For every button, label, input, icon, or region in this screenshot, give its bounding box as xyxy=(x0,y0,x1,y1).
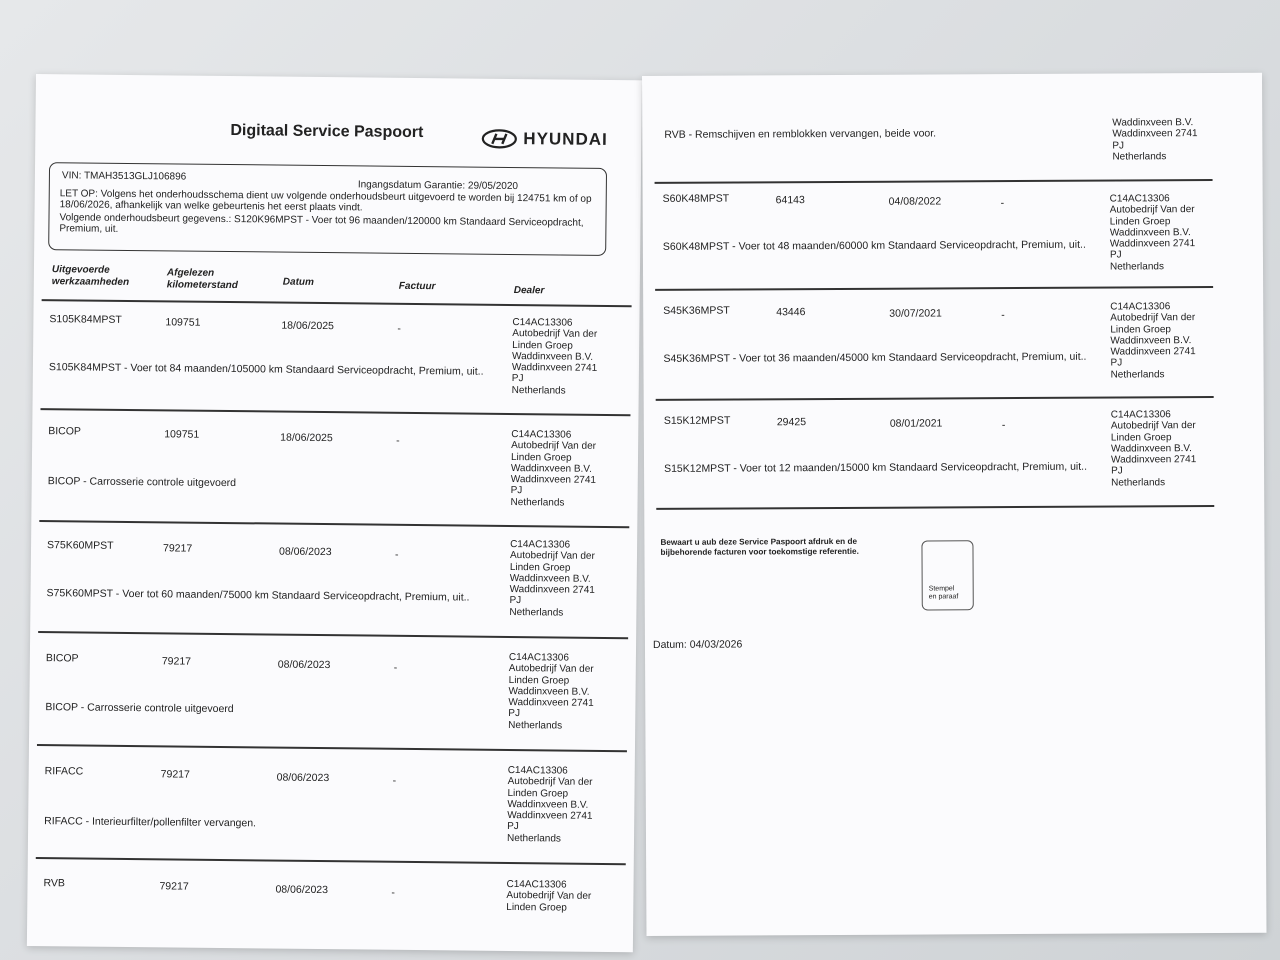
row-5-invoice: - xyxy=(392,774,397,787)
row-3-dealer: C14AC13306 Autobedrijf Van der Linden Groep Waddinxveen B.V. Waddinxveen 2741 PJ Netherlands xyxy=(509,538,595,619)
keep-document-note: Bewaart u aub deze Service Paspoort afdruk en de bijbehorende facturen voor toekomstige referentie. xyxy=(660,536,859,557)
row-3-invoice: - xyxy=(394,548,399,561)
row-7-km: 64143 xyxy=(775,194,805,207)
row-divider xyxy=(656,505,1214,510)
row-divider xyxy=(38,631,628,639)
row-6-km: 79217 xyxy=(159,880,189,893)
document-title: Digitaal Service Paspoort xyxy=(230,122,424,142)
row-5-description: RIFACC - Interieurfilter/pollenfilter vervangen. xyxy=(44,815,257,830)
header-invoice: Factuur xyxy=(398,280,436,293)
row-6-invoice: - xyxy=(391,886,396,899)
row-divider xyxy=(36,857,626,865)
warranty-date: Ingangsdatum Garantie: 29/05/2020 xyxy=(357,179,519,193)
row-7-invoice: - xyxy=(1000,197,1005,210)
row-4-description: BICOP - Carrosserie controle uitgevoerd xyxy=(45,701,234,716)
maintenance-notice: LET OP: Volgens het onderhoudsschema dient uw volgende onderhoudsbeurt uitgevoerd te worden bij 124751 km of op 18/06/2026, afhankelijk van welke gebeurtenis het eerst plaats vindt. xyxy=(59,188,592,214)
service-passport-page-2 xyxy=(642,73,1266,936)
stamp-box xyxy=(921,540,973,610)
row-1-km: 109751 xyxy=(165,316,201,329)
row-1-date: 18/06/2025 xyxy=(281,319,335,333)
row-2-code: BICOP xyxy=(48,425,82,438)
row-8-km: 43446 xyxy=(776,306,806,319)
vehicle-info-box xyxy=(48,162,607,256)
row-7-date: 04/08/2022 xyxy=(888,195,942,208)
stamp-label: Stempel en paraaf xyxy=(928,585,959,601)
row-2-dealer: C14AC13306 Autobedrijf Van der Linden Groep Waddinxveen B.V. Waddinxveen 2741 PJ Netherlands xyxy=(510,428,597,509)
row-5-code: RIFACC xyxy=(44,765,84,778)
row-4-code: BICOP xyxy=(45,652,79,665)
row-9-code: S15K12MPST xyxy=(663,414,731,427)
row-2-date: 18/06/2025 xyxy=(280,431,333,445)
row-9-dealer: C14AC13306 Autobedrijf Van der Linden Groep Waddinxveen B.V. Waddinxveen 2741 PJ Netherlands xyxy=(1110,409,1197,489)
row-6-dealer: C14AC13306 Autobedrijf Van der Linden Groep xyxy=(506,878,592,914)
row-8-date: 30/07/2021 xyxy=(889,307,942,320)
row-6-code: RVB xyxy=(43,877,65,890)
row-3-code: S75K60MPST xyxy=(47,539,114,552)
next-service-info: Volgende onderhoudsbeurt gegevens.: S120K96MPST - Voer tot 96 maanden/120000 km Standaard Serviceopdracht, Premium, uit. xyxy=(59,212,584,235)
row-9-description: S15K12MPST - Voer tot 12 maanden/15000 km Standaard Serviceopdracht, Premium, uit.. xyxy=(664,460,1088,475)
row-divider xyxy=(655,179,1213,184)
row-4-date: 08/06/2023 xyxy=(277,658,331,672)
row-1-invoice: - xyxy=(397,322,401,335)
print-date: Datum: 04/03/2026 xyxy=(652,638,743,651)
row-1-dealer: C14AC13306 Autobedrijf Van der Linden Groep Waddinxveen B.V. Waddinxveen 2741 PJ Netherlands xyxy=(511,317,598,397)
row-1-description: S105K84MPST - Voer tot 84 maanden/105000 km Standaard Serviceopdracht, Premium, uit.. xyxy=(48,361,484,378)
row-divider xyxy=(37,744,627,752)
row-3-description: S75K60MPST - Voer tot 60 maanden/75000 km Standaard Serviceopdracht, Premium, uit.. xyxy=(46,587,470,604)
row-4-km: 79217 xyxy=(161,655,192,668)
continued-dealer: Waddinxveen B.V. Waddinxveen 2741 PJ Netherlands xyxy=(1112,117,1198,163)
row-4-invoice: - xyxy=(393,661,398,674)
row-6-date: 08/06/2023 xyxy=(275,883,329,897)
row-4-dealer: C14AC13306 Autobedrijf Van der Linden Groep Waddinxveen B.V. Waddinxveen 2741 PJ Netherlands xyxy=(508,651,594,732)
row-8-dealer: C14AC13306 Autobedrijf Van der Linden Groep Waddinxveen B.V. Waddinxveen 2741 PJ Netherlands xyxy=(1110,301,1196,381)
row-8-invoice: - xyxy=(1001,309,1005,322)
row-9-date: 08/01/2021 xyxy=(889,417,943,430)
row-divider xyxy=(655,286,1213,291)
service-passport-page-1 xyxy=(27,74,642,952)
header-work: Uitgevoerde werkzaamheden xyxy=(51,264,130,288)
hyundai-logo xyxy=(481,129,608,150)
header-dealer: Dealer xyxy=(513,285,545,297)
row-7-code: S60K48MPST xyxy=(662,192,730,205)
row-divider xyxy=(39,520,629,528)
header-date: Datum xyxy=(282,276,315,288)
row-divider xyxy=(656,396,1214,401)
row-8-code: S45K36MPST xyxy=(663,304,730,317)
row-8-description: S45K36MPST - Voer tot 36 maanden/45000 km Standaard Serviceopdracht, Premium, uit.. xyxy=(663,350,1087,365)
header-km: Afgelezen kilometerstand xyxy=(166,267,238,291)
row-9-km: 29425 xyxy=(776,416,807,429)
row-7-dealer: C14AC13306 Autobedrijf Van der Linden Groep Waddinxveen B.V. Waddinxveen 2741 PJ Netherlands xyxy=(1109,193,1196,273)
hyundai-emblem-icon xyxy=(481,129,517,149)
row-divider xyxy=(40,408,630,416)
row-3-km: 79217 xyxy=(162,542,193,555)
row-2-description: BICOP - Carrosserie controle uitgevoerd xyxy=(47,475,237,490)
row-3-date: 08/06/2023 xyxy=(278,545,332,559)
row-1-code: S105K84MPST xyxy=(49,313,122,326)
vin-text: VIN: TMAH3513GLJ106896 xyxy=(61,170,187,183)
row-9-invoice: - xyxy=(1001,419,1006,432)
continued-description: RVB - Remschijven en remblokken vervangen, beide voor. xyxy=(664,127,937,141)
row-5-dealer: C14AC13306 Autobedrijf Van der Linden Groep Waddinxveen B.V. Waddinxveen 2741 PJ Netherlands xyxy=(506,764,593,845)
row-7-description: S60K48MPST - Voer tot 48 maanden/60000 km Standaard Serviceopdracht, Premium, uit.. xyxy=(662,238,1086,253)
row-2-km: 109751 xyxy=(164,428,200,441)
row-5-date: 08/06/2023 xyxy=(276,771,330,785)
row-2-invoice: - xyxy=(396,434,400,447)
header-divider xyxy=(42,299,632,307)
brand-wordmark: HYUNDAI xyxy=(523,129,608,149)
row-5-km: 79217 xyxy=(160,768,190,781)
